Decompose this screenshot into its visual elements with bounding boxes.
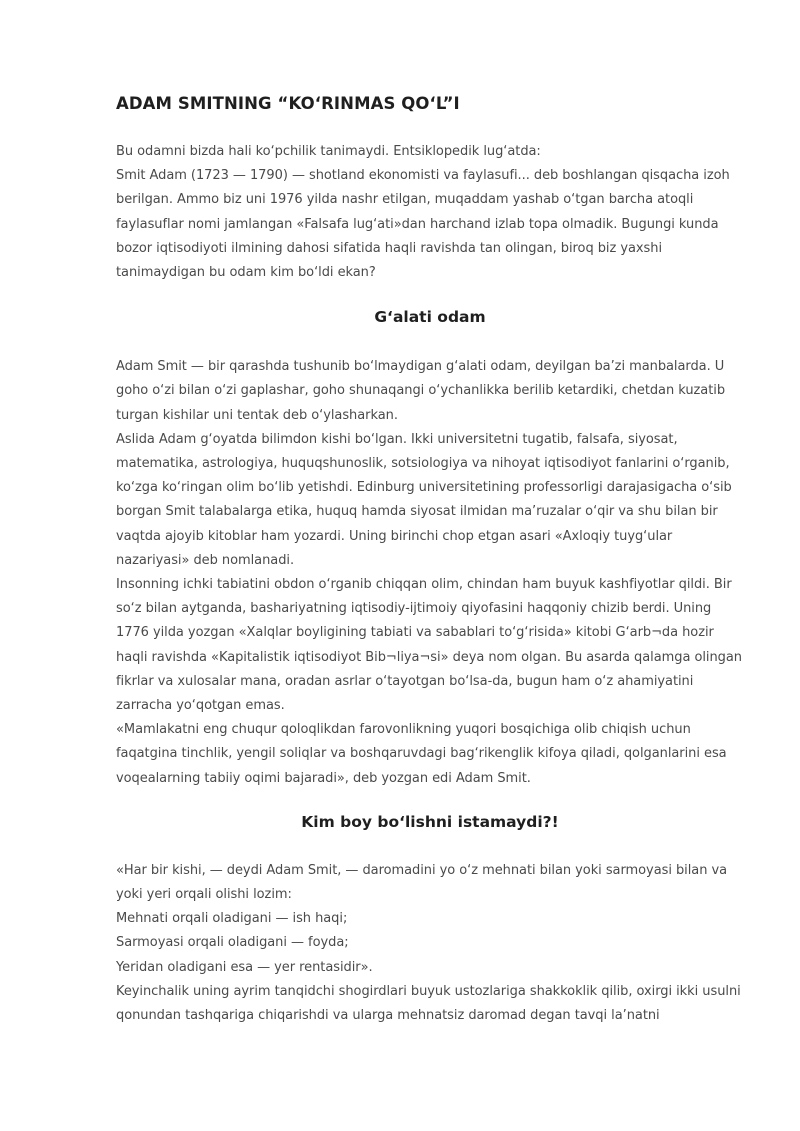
paragraph: Bu odamni bizda hali ko‘pchilik tanimaydi. Entsiklopedik lug‘atda: bbox=[116, 144, 541, 159]
paragraph: Sarmoyasi orqali oladigani — foyda; bbox=[116, 935, 349, 951]
paragraph: Yeridan oladigani esa — yer rentasidir». bbox=[116, 959, 373, 975]
section-text bbox=[116, 859, 744, 1028]
article bbox=[116, 94, 744, 1028]
section-heading-kim-boy: Kim boy bo‘lishni istamaydi?! bbox=[301, 812, 559, 831]
paragraph: Mehnati orqali oladigani — ish haqi; bbox=[116, 911, 348, 927]
paragraph: Smit Adam (1723 — 1790) — shotland ekonomisti va faylasufi... deb boshlangan qisqacha izoh berilgan. Ammo biz uni 1976 yilda nashr etilgan, muqaddam yashab o‘tgan barcha atoqli faylasuflar nomi jamlangan «Falsafa lug‘ati»dan harchand izlab topa olmadik. Bugungi kunda bozor iqtisodiyoti ilmining dahosi sifatida haqli ravishda tan olingan, biroq biz yaxshi tanimaydigan bu odam kim bo‘ldi ekan? bbox=[116, 168, 730, 281]
page-title: ADAM SMITNING “KO‘RINMAS QO‘L”I bbox=[116, 94, 460, 113]
intro-text bbox=[116, 140, 744, 285]
section-heading-galati-odam: G‘alati odam bbox=[374, 308, 486, 327]
paragraph: Keyinchalik uning ayrim tanqidchi shogirdlari buyuk ustozlariga shakkoklik qilib, oxirgi ikki usulni qonundan tashqariga chiqarishdi va ularga mehnatsiz daromad degan tavqi la’natni bbox=[116, 983, 741, 1024]
paragraph: Aslida Adam g‘oyatda bilimdon kishi bo‘lgan. Ikki universitetni tugatib, falsafa, siyosat, matematika, astrologiya, huquqshunoslik, sotsiologiya va nihoyat iqtisodiyot fanlarini o‘rganib, ko‘zga ko‘ringan olim bo‘lib yetishdi. Edinburg universitetining professorligi darajasigacha o‘sib borgan Smit talabalarga etika, huquq hamda siyosat ilmidan ma’ruzalar o‘qir va shu bilan bir vaqtda ajoyib kitoblar ham yozardi. Uning birinchi chop etgan asari «Axloqiy tuyg‘ular nazariyasi» deb nomlanadi. bbox=[116, 431, 732, 568]
paragraph: Insonning ichki tabiatini obdon o‘rganib chiqqan olim, chindan ham buyuk kashfiyotlar qildi. Bir so‘z bilan aytganda, bashariyatning iqtisodiy-ijtimoiy qiyofasini haqqoniy chizib berdi. Uning 1776 yilda yozgan «Xalqlar boyligining tabiati va sabablari to‘g‘risida» kitobi G‘arb¬da hozir haqli ravishda «Kapitalistik iqtisodiyot Bib¬liya¬si» deya nom olgan. Bu asarda qalamga olingan fikrlar va xulosalar mana, oradan asrlar o‘tayotgan bo‘lsa-da, bugun ham o‘z ahamiyatini zarracha yo‘qotgan emas. bbox=[116, 577, 742, 714]
paragraph: Adam Smit — bir qarashda tushunib bo‘lmaydigan g‘alati odam, deyilgan ba’zi manbalarda. U goho o‘zi bilan o‘zi gaplashar, goho shunaqangi o‘ychanlikka berilib ketardiki, chetdan kuzatib turgan kishilar uni tentak deb o‘ylasharkan. bbox=[116, 359, 726, 423]
paragraph: «Mamlakatni eng chuqur qoloqlikdan farovonlikning yuqori bosqichiga olib chiqish uchun faqatgina tinchlik, yengil soliqlar va boshqaruvdagi bag‘rikenglik kifoya qiladi, qolganlarini esa voqealarning tabiiy oqimi bajaradi», deb yozgan edi Adam Smit. bbox=[116, 722, 727, 786]
section-text bbox=[116, 355, 744, 791]
paragraph: «Har bir kishi, — deydi Adam Smit, — daromadini yo o‘z mehnati bilan yoki sarmoyasi bilan va yoki yeri orqali olishi lozim: bbox=[116, 862, 728, 903]
